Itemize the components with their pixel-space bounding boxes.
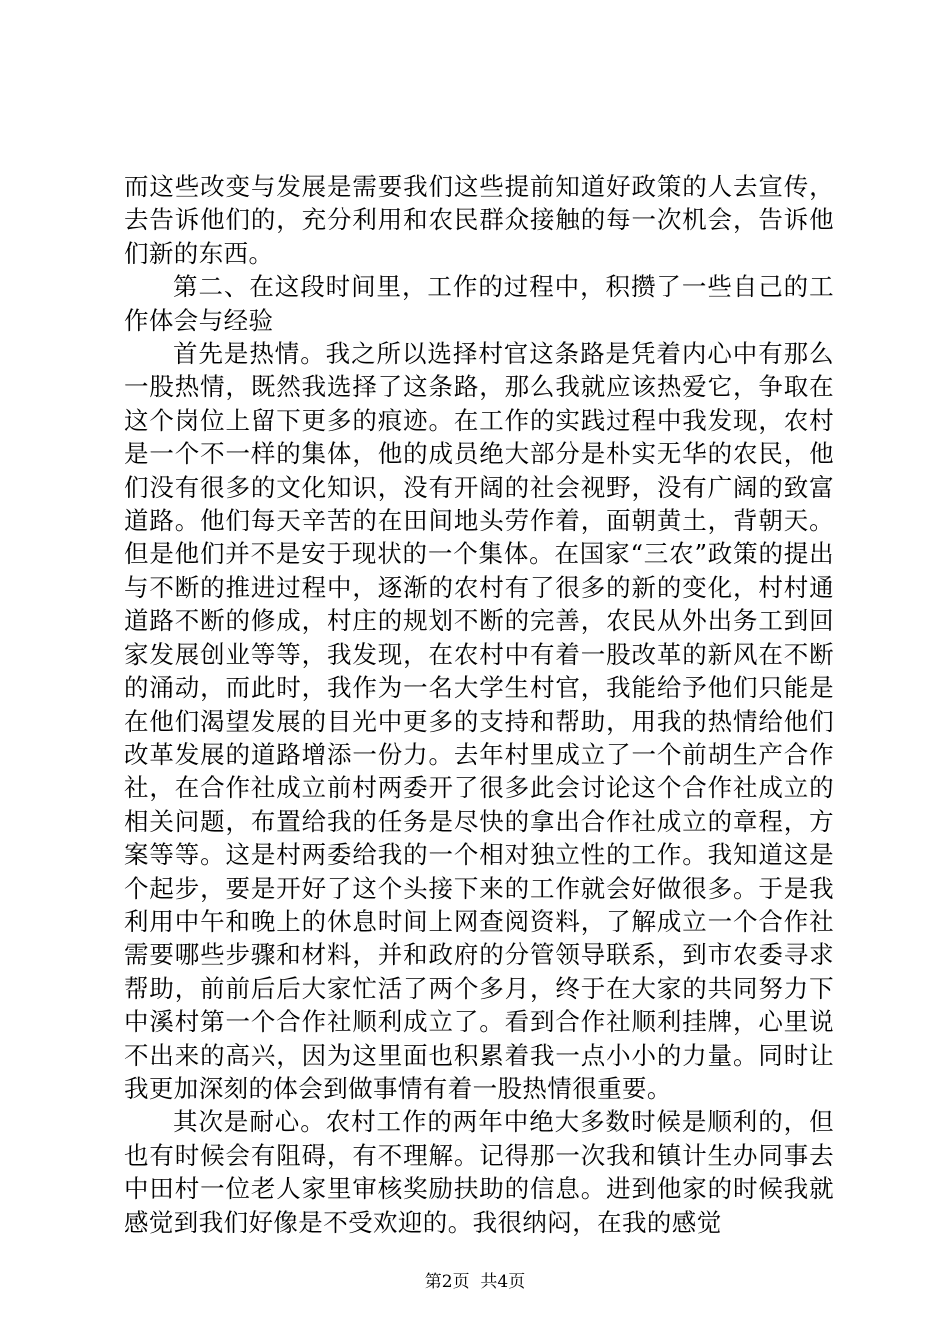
paragraph-4: 其次是耐心。农村工作的两年中绝大多数时候是顺利的，但也有时候会有阻碍，有不理解。记得那一次我和镇计生办同事去中田村一位老人家里审核奖励扶助的信息。进到他家的时候我就感觉到我们好像是不受欢迎的。我很纳闷，在我的感觉	[124, 1107, 834, 1237]
paragraph-2: 第二、在这段时间里，工作的过程中，积攒了一些自己的工作体会与经验	[124, 272, 834, 335]
document-body	[124, 170, 834, 1239]
paragraph-3: 首先是热情。我之所以选择村官这条路是凭着内心中有那么一股热情，既然我选择了这条路，那么我就应该热爱它，争取在这个岗位上留下更多的痕迹。在工作的实践过程中我发现，农村是一个不一样的集体，他的成员绝大部分是朴实无华的农民，他们没有很多的文化知识，没有开阔的社会视野，没有广阔的致富道路。他们每天辛苦的在田间地头劳作着，面朝黄土，背朝天。但是他们并不是安于现状的一个集体。在国家“三农”政策的提出与不断的推进过程中，逐渐的农村有了很多的新的变化，村村通道路不断的修成，村庄的规划不断的完善，农民从外出务工到回家发展创业等等，我发现，在农村中有着一股改革的新风在不断的涌动，而此时，我作为一名大学生村官，我能给予他们只能是在他们渴望发展的目光中更多的支持和帮助，用我的热情给他们改革发展的道路增添一份力。去年村里成立了一个前胡生产合作社，在合作社成立前村两委开了很多此会讨论这个合作社成立的相关问题，布置给我的任务是尽快的拿出合作社成立的章程，方案等等。这是村两委给我的一个相对独立性的工作。我知道这是个起步，要是开好了这个头接下来的工作就会好做很多。于是我利用中午和晚上的休息时间上网查阅资料，了解成立一个合作社需要哪些步骤和材料，并和政府的分管领导联系，到市农委寻求帮助，前前后后大家忙活了两个多月，终于在大家的共同努力下中溪村第一个合作社顺利成立了。看到合作社顺利挂牌，心里说不出来的高兴，因为这里面也积累着我一点小小的力量。同时让我更加深刻的体会到做事情有着一股热情很重要。	[124, 339, 834, 1103]
page-footer	[0, 1271, 950, 1293]
page-number-label: 第2页 共4页	[424, 1272, 526, 1292]
paragraph-1: 而这些改变与发展是需要我们这些提前知道好政策的人去宣传，去告诉他们的，充分利用和农民群众接触的每一次机会，告诉他们新的东西。	[124, 172, 834, 268]
